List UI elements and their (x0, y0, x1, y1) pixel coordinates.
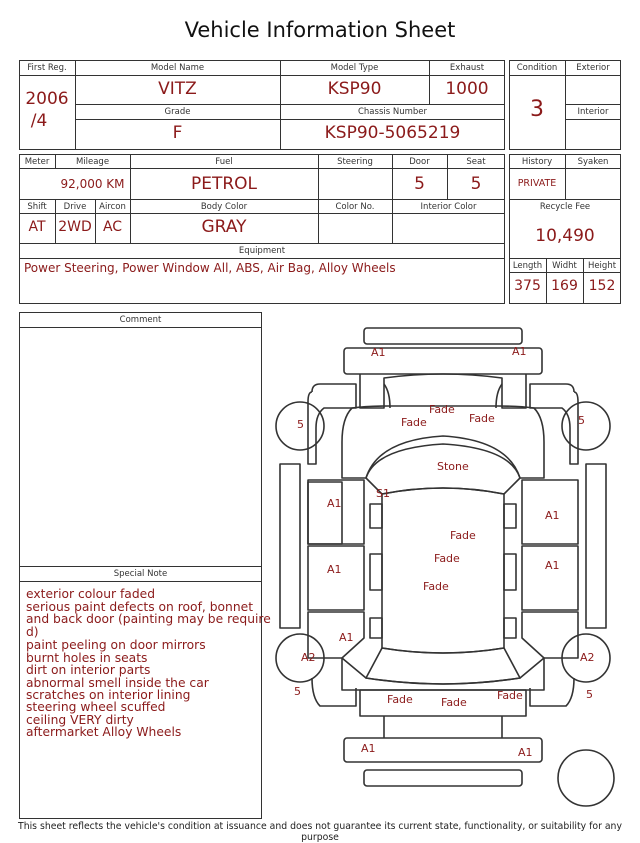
damage-mark: Fade (401, 416, 427, 429)
first-reg-year: 2006 (25, 89, 69, 109)
body-color-label: Body Color (200, 202, 248, 212)
damage-mark: 5 (578, 414, 585, 427)
chassis-number: KSP90-5065219 (324, 123, 461, 143)
damage-mark: A1 (512, 345, 527, 358)
damage-mark: A1 (339, 631, 354, 644)
special-note-line: exterior colour faded (26, 587, 155, 601)
condition-label: Condition (516, 63, 558, 73)
rear-window (366, 648, 520, 684)
damage-mark: A2 (580, 651, 595, 664)
left-pillar (308, 482, 342, 544)
first-reg-month: /4 (30, 111, 48, 131)
mileage-value: 92,000 KM (60, 177, 125, 191)
aircon-value: AC (102, 219, 123, 235)
aircon-label: Aircon (99, 202, 126, 212)
equipment-value: Power Steering, Power Window All, ABS, Air Bag, Alloy Wheels (24, 261, 396, 275)
equipment-label: Equipment (238, 246, 286, 256)
history-value: PRIVATE (517, 178, 557, 189)
model-type: KSP90 (327, 79, 382, 99)
disclaimer-footer: This sheet reflects the vehicle's condition at issuance and does not guarantee its current state, functionality, or suitability for any purpose (18, 821, 622, 843)
rear-body (342, 658, 544, 690)
body-color-value: GRAY (201, 217, 247, 237)
drive-label: Drive (63, 202, 87, 212)
right-rear-quarter (522, 612, 578, 658)
mileage-label: Mileage (75, 157, 110, 167)
damage-mark: Fade (441, 696, 467, 709)
recycle-fee-label: Recycle Fee (539, 202, 591, 212)
page-title: Vehicle Information Sheet (184, 18, 456, 42)
left-rear-quarter (308, 612, 364, 658)
door-label: Door (409, 157, 430, 167)
damage-mark: A1 (371, 346, 386, 359)
special-note-line: aftermarket Alloy Wheels (26, 725, 182, 739)
left-side-sill (280, 464, 300, 628)
damage-mark: A2 (301, 651, 316, 664)
roof-panel (382, 488, 504, 653)
interior-color-label: Interior Color (420, 202, 477, 212)
exhaust-label: Exhaust (449, 63, 485, 73)
drive-value: 2WD (58, 219, 92, 235)
left-rear-door (308, 546, 364, 610)
shift-value: AT (28, 219, 46, 235)
steering-label: Steering (337, 157, 373, 167)
damage-mark: A1 (518, 746, 533, 759)
damage-mark: Fade (423, 580, 449, 593)
car-damage-diagram (268, 318, 628, 818)
damage-mark: S1 (376, 487, 390, 500)
grade-label: Grade (164, 107, 191, 117)
syaken-label: Syaken (577, 157, 609, 167)
right-front-fender (530, 384, 578, 464)
model-type-label: Model Type (330, 63, 379, 73)
damage-mark: Fade (497, 689, 523, 702)
comment-label: Comment (119, 315, 162, 325)
special-note-line: steering wheel scuffed (26, 700, 166, 714)
damage-mark: A1 (327, 563, 342, 576)
right-rear-door (522, 546, 578, 610)
length-value: 375 (514, 278, 541, 294)
special-note-line: paint peeling on door mirrors (26, 638, 206, 652)
model-name-label: Model Name (150, 63, 205, 73)
seat-label: Seat (466, 157, 486, 167)
length-label: Length (512, 261, 543, 271)
fuel-label: Fuel (215, 157, 233, 167)
special-note-line: d) (26, 625, 39, 639)
chassis-label: Chassis Number (357, 107, 428, 117)
height-label: Height (587, 261, 617, 271)
spare-wheel (558, 750, 614, 806)
special-note-line: ceiling VERY dirty (26, 713, 134, 727)
special-note-line: abnormal smell inside the car (26, 676, 209, 690)
damage-mark: A1 (361, 742, 376, 755)
condition-grade: 3 (530, 97, 544, 122)
history-label: History (521, 157, 553, 167)
recycle-fee-value: 10,490 (535, 226, 595, 246)
left-front-fender (308, 384, 356, 464)
front-bumper-top (364, 328, 522, 344)
damage-mark: 5 (297, 418, 304, 431)
damage-mark: Fade (434, 552, 460, 565)
damage-mark: 5 (294, 685, 301, 698)
special-note-line: serious paint defects on roof, bonnet (26, 600, 254, 614)
fuel-value: PETROL (190, 174, 258, 194)
height-value: 152 (588, 278, 616, 294)
rear-fender-right (530, 678, 574, 706)
seat-value: 5 (470, 174, 482, 194)
damage-mark: 5 (586, 688, 593, 701)
damage-mark: Fade (429, 403, 455, 416)
special-note-line: dirt on interior parts (26, 663, 151, 677)
width-value: 169 (551, 278, 578, 294)
right-side-sill (586, 464, 606, 628)
door-value: 5 (414, 174, 425, 194)
left-front-door (308, 480, 364, 544)
width-label: Widht (552, 261, 577, 271)
first-reg-label: First Reg. (27, 63, 67, 73)
damage-mark: Fade (469, 412, 495, 425)
damage-mark: A1 (545, 509, 560, 522)
rear-bumper-bottom (364, 770, 522, 786)
shift-label: Shift (27, 202, 47, 212)
special-note-line: scratches on interior lining (26, 688, 191, 702)
color-no-label: Color No. (335, 202, 375, 212)
grade-value: F (172, 123, 183, 143)
special-note-line: burnt holes in seats (26, 651, 148, 665)
damage-mark: A1 (545, 559, 560, 572)
special-note-line: and back door (painting may be require (26, 612, 271, 626)
exhaust-value: 1000 (445, 79, 489, 99)
damage-mark: Fade (387, 693, 413, 706)
exterior-label: Exterior (576, 63, 610, 73)
meter-label: Meter (24, 157, 50, 167)
interior-label: Interior (577, 107, 609, 117)
damage-mark: Stone (437, 460, 469, 473)
model-name: VITZ (158, 79, 197, 99)
special-note-label: Special Note (113, 569, 168, 579)
damage-mark: A1 (327, 497, 342, 510)
rear-fender-left (312, 678, 356, 706)
damage-mark: Fade (450, 529, 476, 542)
